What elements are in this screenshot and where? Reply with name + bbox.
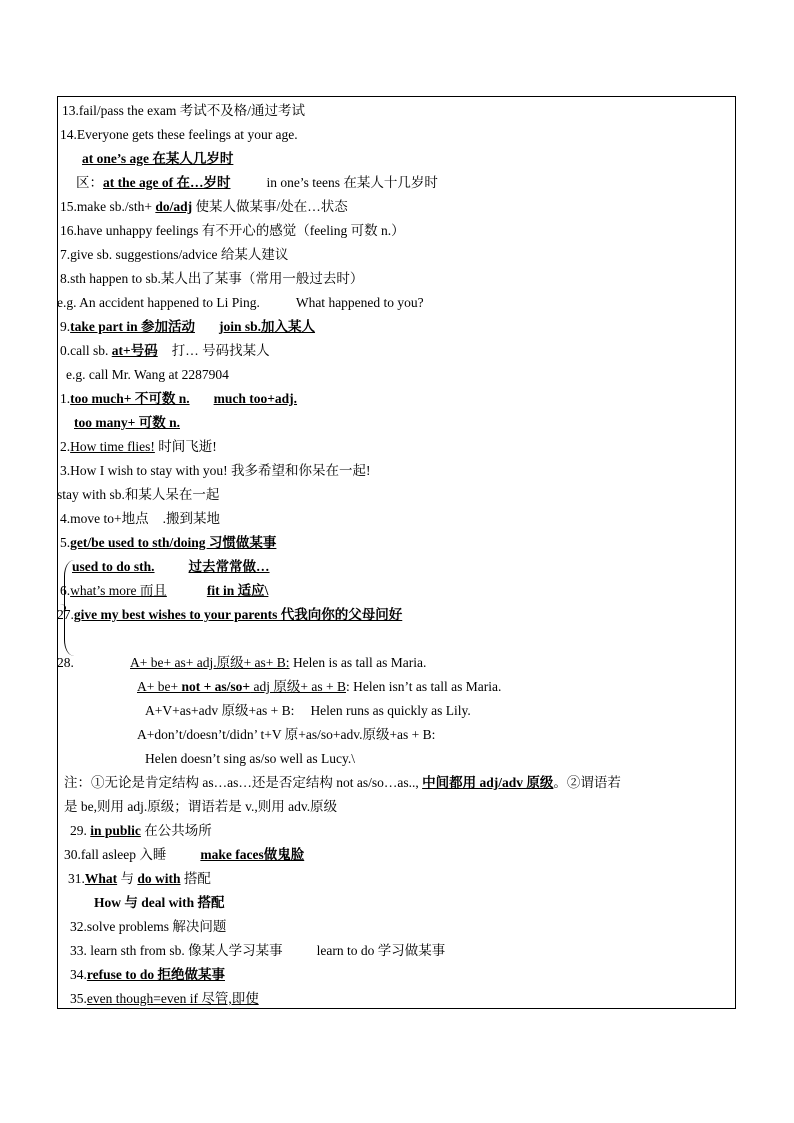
- line-23: 3.How I wish to stay with you! 我多希望和你呆在一起!: [60, 463, 371, 478]
- line-28-rule-2: A+ be+ not + as/so+ adj 原级+ as + B: Helen isn’t as tall as Maria.: [137, 679, 502, 694]
- line-28-rule-3: A+V+as+adv 原级+as + B: Helen runs as quickly as Lily.: [145, 703, 471, 718]
- line-28-rule-4: A+don’t/doesn’t/didn’ t+V 原+as/so+adv.原级+as + B:: [137, 727, 436, 742]
- line-13: 13.fail/pass the exam 考试不及格/通过考试: [62, 103, 305, 118]
- line-18-example: e.g. An accident happened to Li Ping. What happened to you?: [57, 295, 424, 310]
- line-25-used-to: used to do sth. 过去常常做…: [72, 559, 270, 574]
- line-35: 35.even though=even if 尽管,即使: [70, 991, 259, 1006]
- line-28-rule-1: A+ be+ as+ adj.原级+ as+ B: Helen is as tall as Maria.: [130, 655, 427, 670]
- line-24: 4.move to+地点 .搬到某地: [60, 511, 220, 526]
- line-31-how: How 与 deal with 搭配: [94, 895, 225, 910]
- line-16: 16.have unhappy feelings 有不开心的感觉（feeling 可数 n.）: [60, 223, 405, 238]
- line-17: 7.give sb. suggestions/advice 给某人建议: [60, 247, 289, 262]
- note-line-2: 是 be,则用 adj.原级；谓语若是 v.,则用 adv.原级: [64, 799, 338, 814]
- line-31: 31.What 与 do with 搭配: [68, 871, 211, 886]
- line-28-rule-4-example: Helen doesn’t sing as/so well as Lucy.\: [145, 751, 355, 766]
- line-22: 2.How time flies! 时间飞逝!: [60, 439, 217, 454]
- line-20: 0.call sb. at+号码 打… 号码找某人: [60, 343, 270, 358]
- line-32: 32.solve problems 解决问题: [70, 919, 227, 934]
- line-20-example: e.g. call Mr. Wang at 2287904: [66, 367, 229, 382]
- line-21: 1.too much+ 不可数 n. much too+adj.: [60, 391, 298, 406]
- line-34: 34.refuse to do 拒绝做某事: [70, 967, 225, 982]
- line-29: 29. in public 在公共场所: [70, 823, 212, 838]
- line-25: 5.get/be used to sth/doing 习惯做某事: [60, 535, 277, 550]
- line-18: 8.sth happen to sb.某人出了某事（常用一般过去时）: [60, 271, 364, 286]
- line-23-stay: stay with sb.和某人呆在一起: [57, 487, 220, 502]
- line-14-compare: 区：at the age of 在…岁时 in one’s teens 在某人十几岁时: [76, 175, 438, 190]
- line-27: 27.give my best wishes to your parents 代我向你的父母问好: [57, 607, 403, 622]
- note-line-1: 注：①无论是肯定结构 as…as…还是否定结构 not as/so…as.., 中间都用 adj/adv 原级。②谓语若: [64, 775, 621, 790]
- line-28-number: 28.: [57, 655, 74, 670]
- line-30: 30.fall asleep 入睡 make faces做鬼脸: [64, 847, 305, 862]
- line-15: 15.make sb./sth+ do/adj 使某人做某事/处在…状态: [60, 199, 348, 214]
- line-21-many: too many+ 可数 n.: [74, 415, 180, 430]
- line-19: 9.take part in 参加活动 join sb.加入某人: [60, 319, 316, 334]
- line-33: 33. learn sth from sb. 像某人学习某事 learn to do 学习做某事: [70, 943, 446, 958]
- line-26: 6.what’s more 而且 fit in 适应\: [60, 583, 269, 598]
- line-14-phrase: at one’s age 在某人几岁时: [82, 151, 234, 166]
- line-14: 14.Everyone gets these feelings at your age.: [60, 127, 298, 142]
